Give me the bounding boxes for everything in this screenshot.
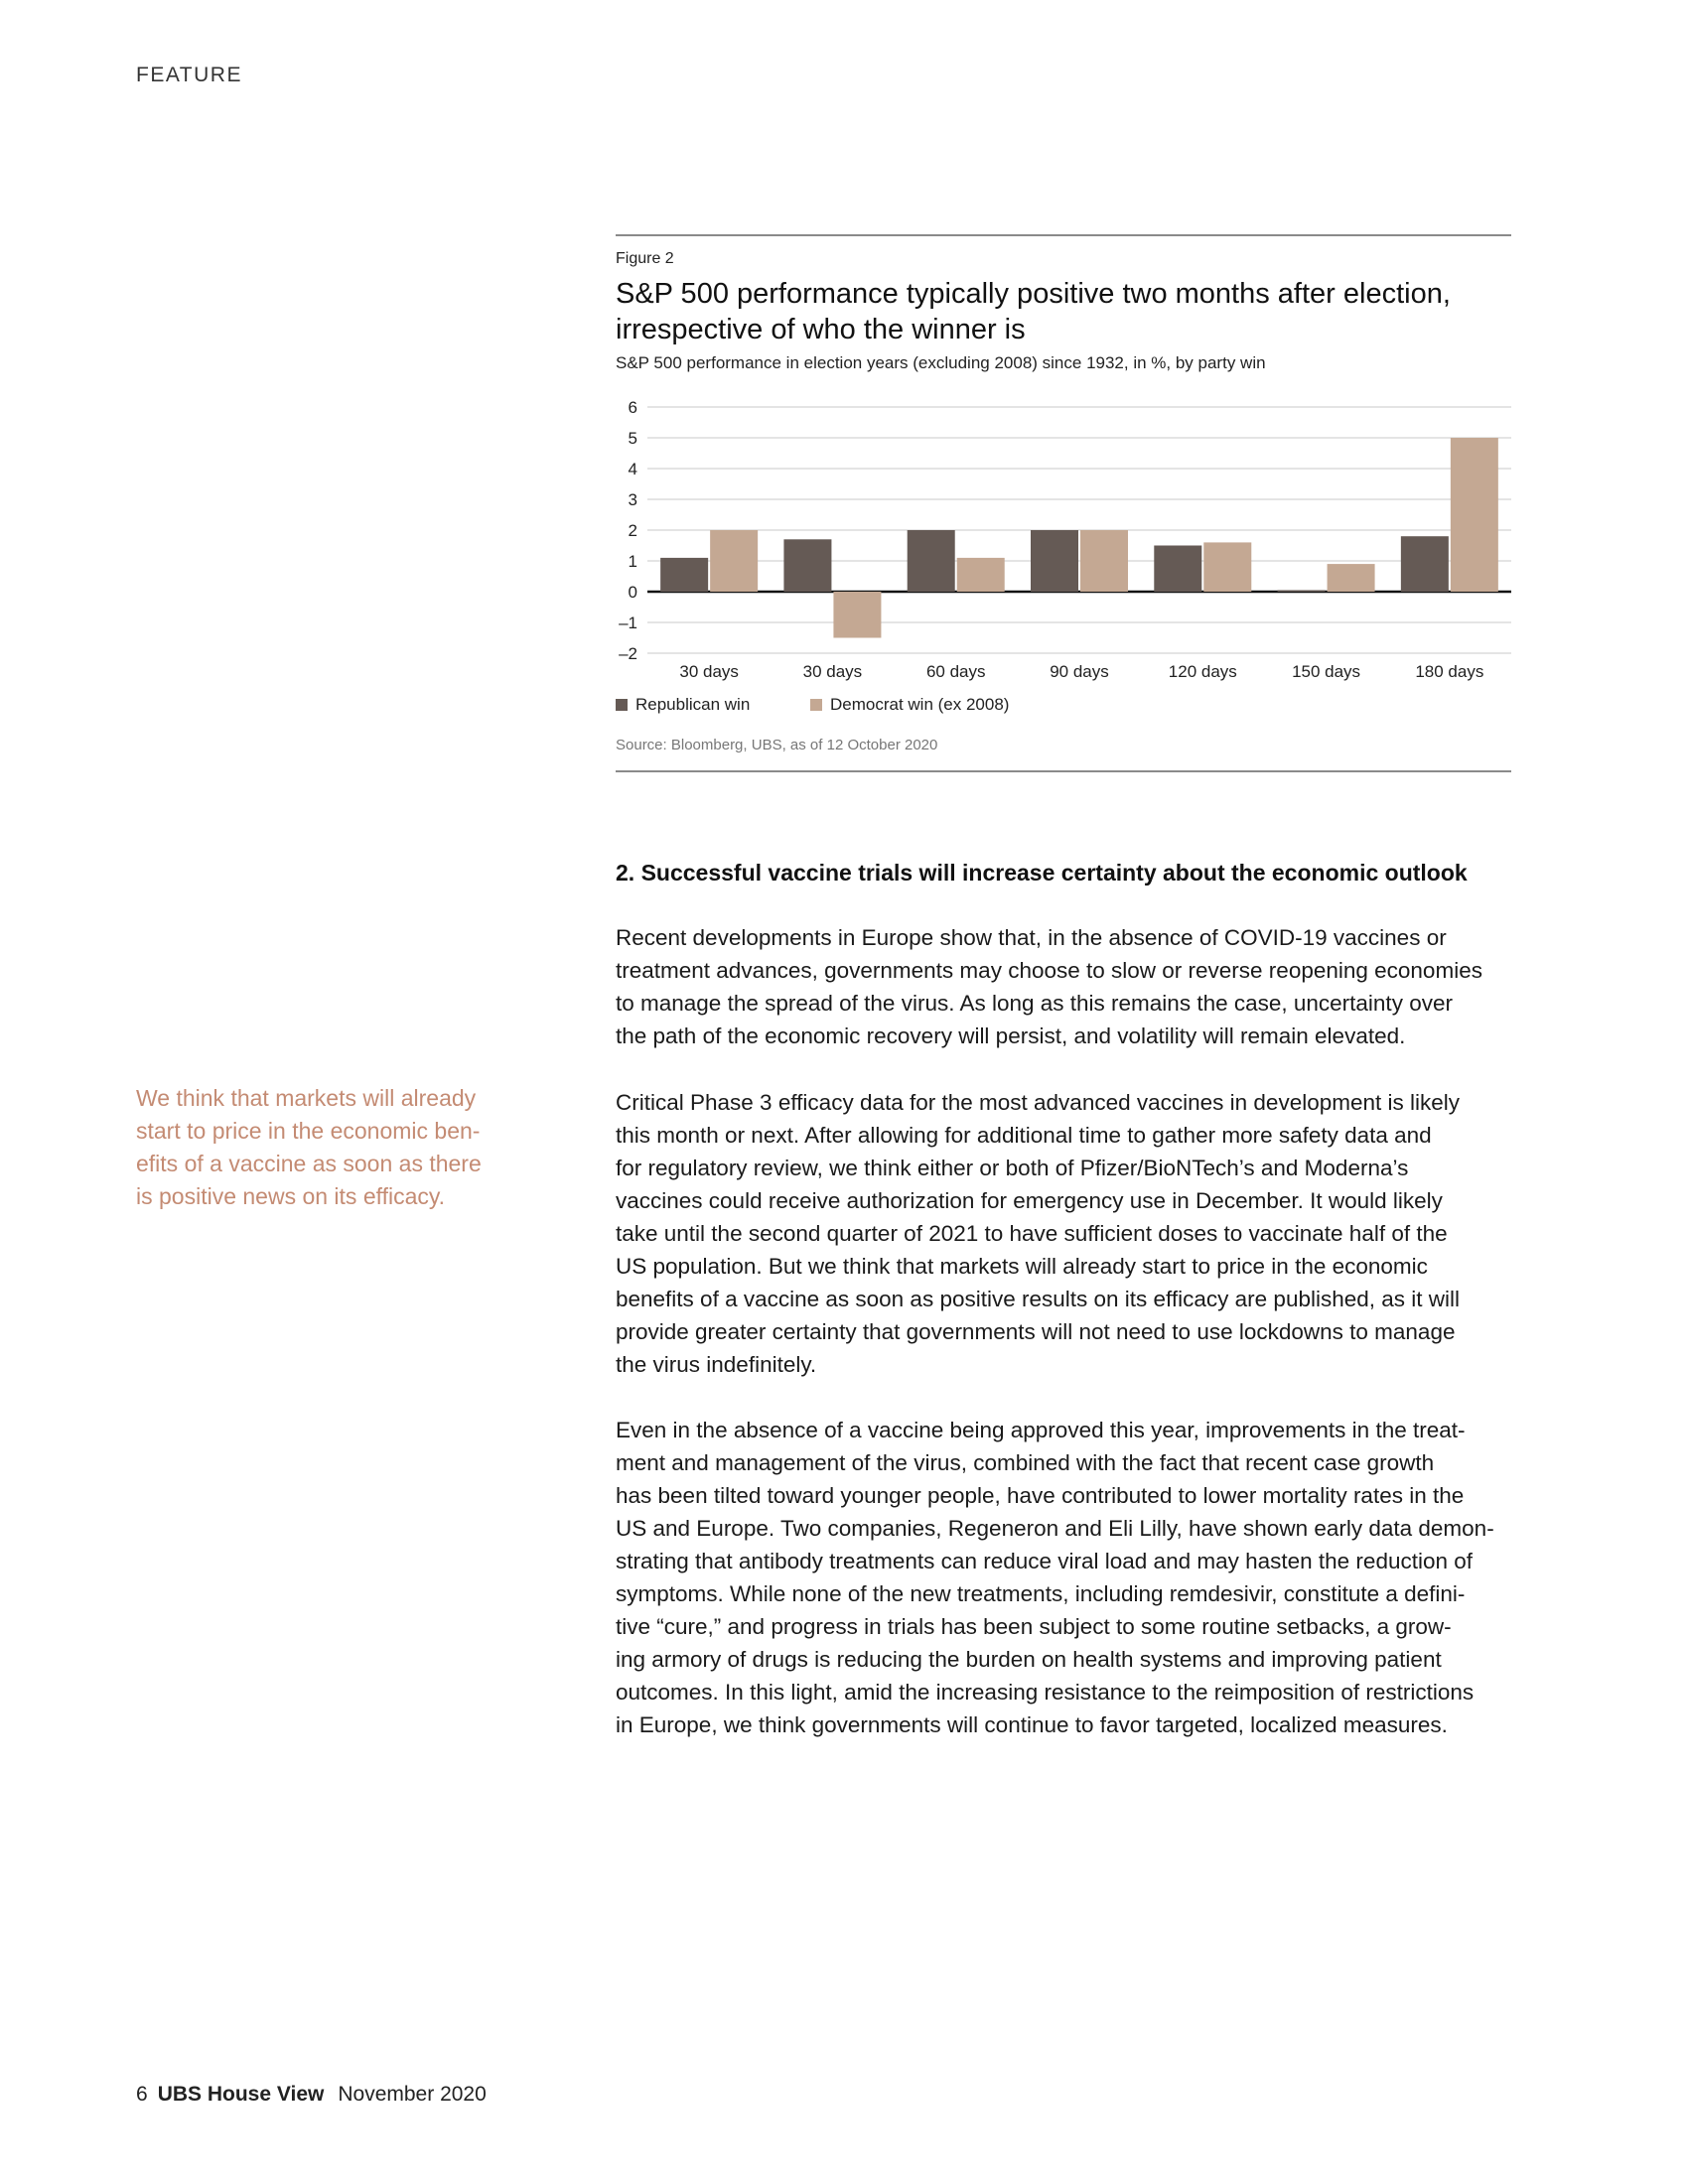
legend-label-democrat: Democrat win (ex 2008): [830, 695, 1010, 714]
paragraph-3: [616, 1414, 1529, 1741]
figure: [616, 234, 1511, 753]
legend-item-republican: [616, 695, 750, 715]
x-tick-label: 30 days: [679, 662, 739, 681]
figure-bottom-rule: [616, 770, 1511, 772]
figure-source: Source: Bloomberg, UBS, as of 12 October 2020: [616, 737, 938, 753]
bar-democrat: [833, 592, 881, 638]
y-tick-label: 5: [628, 429, 637, 448]
text-line: Even in the absence of a vaccine being approved this year, improvements in the treat-: [616, 1418, 1466, 1442]
text-line: vaccines could receive authorization for emergency use in December. It would likely: [616, 1188, 1443, 1213]
y-tick-label: 1: [628, 552, 637, 571]
page-footer: [136, 2083, 487, 2107]
figure-subtitle: S&P 500 performance in election years (excluding 2008) since 1932, in %, by party win: [616, 353, 1266, 372]
bar-republican: [660, 558, 708, 592]
y-tick-label: –1: [619, 614, 637, 632]
issue-date: November 2020: [338, 2083, 487, 2106]
text-line: tive “cure,” and progress in trials has been subject to some routine setbacks, a grow-: [616, 1614, 1452, 1639]
text-line: for regulatory review, we think either or both of Pfizer/BioNTech’s and Moderna’s: [616, 1156, 1409, 1180]
pull-quote-line: We think that markets will already: [136, 1085, 477, 1111]
bar-democrat: [1080, 530, 1128, 592]
text-line: ment and management of the virus, combined with the fact that recent case growth: [616, 1450, 1435, 1475]
pull-quote-line: is positive news on its efficacy.: [136, 1183, 446, 1209]
bar-republican: [1031, 530, 1078, 592]
page-number: 6: [136, 2083, 148, 2106]
bar-republican: [1278, 590, 1326, 592]
text-line: take until the second quarter of 2021 to have sufficient doses to vaccinate half of the: [616, 1221, 1448, 1246]
y-tick-label: 3: [628, 490, 637, 509]
y-tick-label: 4: [628, 460, 637, 478]
bar-democrat: [1451, 438, 1498, 592]
text-line: strating that antibody treatments can reduce viral load and may hasten the reduction of: [616, 1549, 1474, 1573]
pull-quote-line: start to price in the economic ben-: [136, 1118, 481, 1144]
text-line: US and Europe. Two companies, Regeneron and Eli Lilly, have shown early data demon-: [616, 1516, 1494, 1541]
text-line: the virus indefinitely.: [616, 1352, 817, 1377]
text-line: symptoms. While none of the new treatments, including remdesivir, constitute a defini-: [616, 1581, 1466, 1606]
text-line: in Europe, we think governments will continue to favor targeted, localized measures.: [616, 1712, 1448, 1737]
pull-quote-line: efits of a vaccine as soon as there: [136, 1151, 482, 1176]
x-tick-label: 150 days: [1292, 662, 1361, 681]
legend-label-republican: Republican win: [635, 695, 751, 714]
bar-democrat: [1203, 542, 1251, 592]
bar-republican: [783, 539, 831, 592]
text-line: Critical Phase 3 efficacy data for the most advanced vaccines in development is likely: [616, 1090, 1461, 1115]
section-label: FEATURE: [136, 64, 242, 86]
bar-democrat: [1328, 564, 1375, 592]
y-tick-label: –2: [619, 644, 637, 663]
y-tick-label: 6: [628, 398, 637, 417]
text-line: benefits of a vaccine as soon as positive results on its efficacy are published, as it will: [616, 1287, 1461, 1311]
text-line: to manage the spread of the virus. As long as this remains the case, uncertainty over: [616, 991, 1453, 1016]
bar-republican: [908, 530, 955, 592]
text-line: ing armory of drugs is reducing the burden on health systems and improving patient: [616, 1647, 1442, 1672]
text-line: has been tilted toward younger people, have contributed to lower mortality rates in the: [616, 1483, 1465, 1508]
pull-quote: [136, 1082, 533, 1213]
figure-title: [616, 276, 1511, 347]
legend-swatch-democrat: [810, 699, 822, 711]
text-line: outcomes. In this light, amid the increasing resistance to the reimposition of restrictions: [616, 1680, 1475, 1705]
text-line: Recent developments in Europe show that, in the absence of COVID-19 vaccines or: [616, 925, 1447, 950]
text-line: US population. But we think that markets will already start to price in the economic: [616, 1254, 1428, 1279]
chart-legend: [616, 695, 1511, 719]
bar-chart: [616, 387, 1511, 753]
paragraph-1: [616, 921, 1529, 1052]
x-tick-label: 120 days: [1168, 662, 1237, 681]
legend-swatch-republican: [616, 699, 628, 711]
figure-top-rule: [616, 234, 1511, 236]
y-tick-label: 2: [628, 521, 637, 540]
section-heading: 2. Successful vaccine trials will increase certainty about the economic outlook: [616, 860, 1468, 886]
figure-title-line: S&P 500 performance typically positive two months after election,: [616, 278, 1451, 310]
bar-republican: [1154, 546, 1201, 593]
x-tick-label: 180 days: [1415, 662, 1484, 681]
x-tick-label: 60 days: [925, 662, 986, 681]
bar-democrat: [957, 558, 1005, 592]
figure-title-line: irrespective of who the winner is: [616, 314, 1026, 345]
text-line: treatment advances, governments may choose to slow or reverse reopening economies: [616, 958, 1482, 983]
legend-item-democrat: [810, 695, 1009, 715]
bar-chart-svg: [616, 387, 1511, 685]
x-tick-label: 30 days: [802, 662, 863, 681]
text-line: the path of the economic recovery will persist, and volatility will remain elevated.: [616, 1024, 1406, 1048]
y-tick-label: 0: [628, 583, 637, 602]
paragraph-2: [616, 1086, 1529, 1381]
bar-democrat: [710, 530, 758, 592]
brand-name: UBS House View: [157, 2083, 325, 2106]
text-line: provide greater certainty that governments will not need to use lockdowns to manage: [616, 1319, 1456, 1344]
text-line: this month or next. After allowing for additional time to gather more safety data and: [616, 1123, 1432, 1148]
figure-label: Figure 2: [616, 250, 674, 267]
bar-republican: [1401, 536, 1449, 592]
x-tick-label: 90 days: [1050, 662, 1109, 681]
